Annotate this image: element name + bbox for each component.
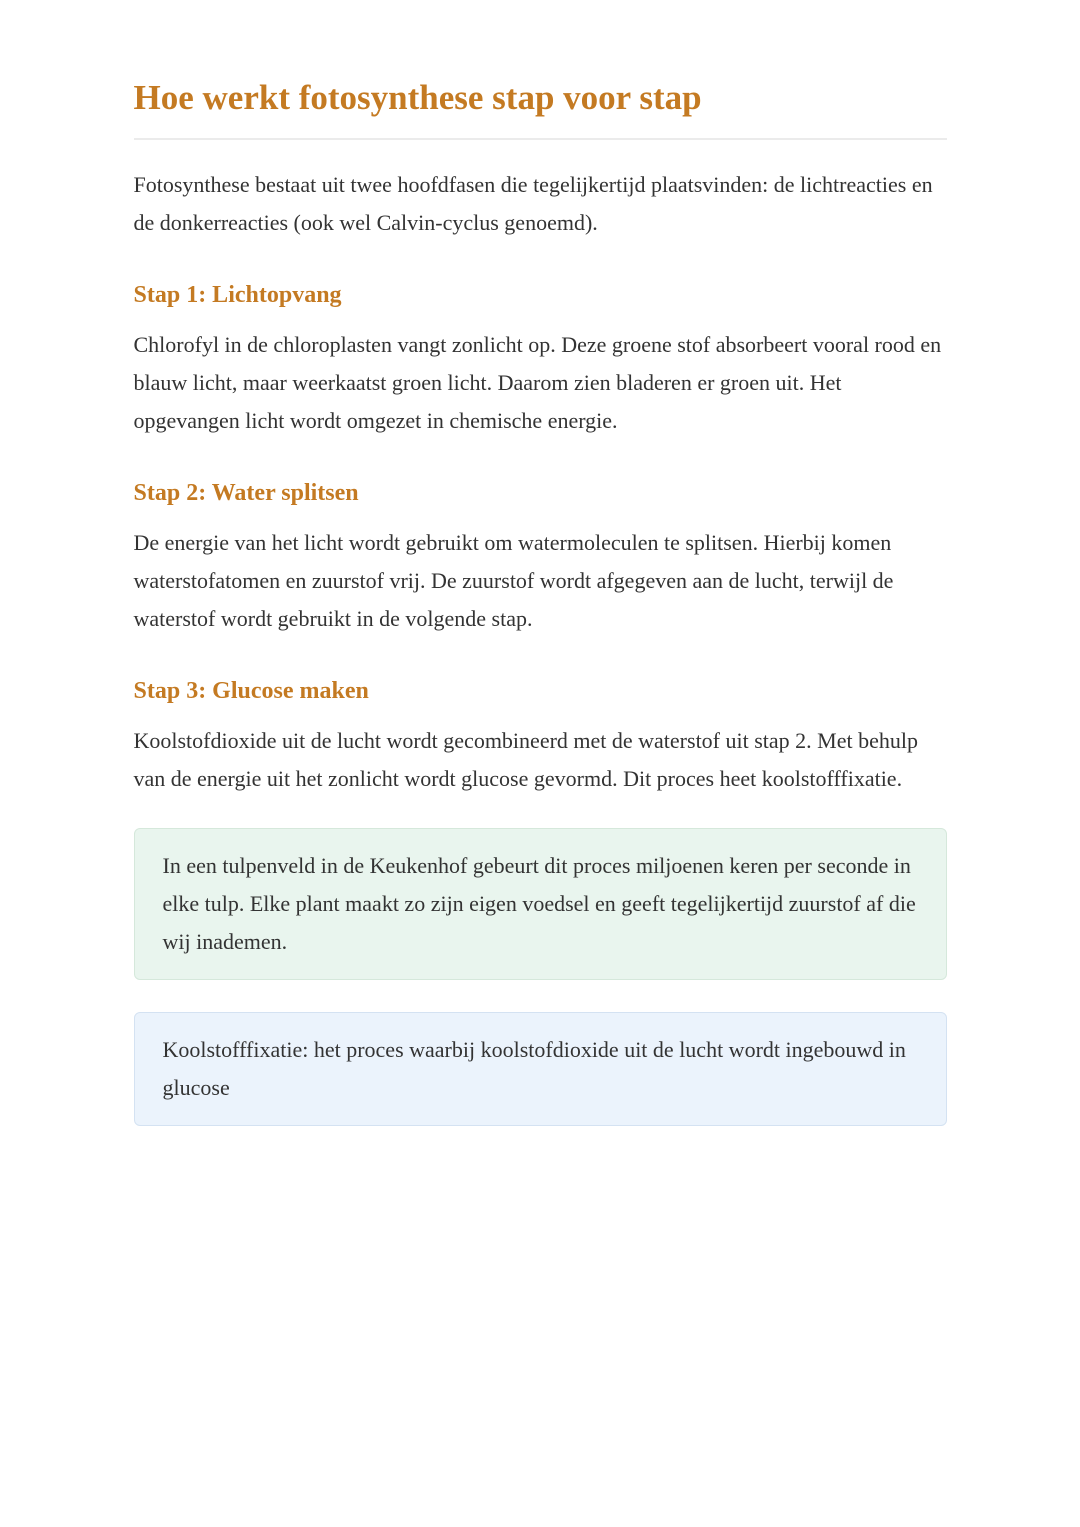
definition-callout-text: Koolstofffixatie: het proces waarbij koolstofdioxide uit de lucht wordt ingebouwd in glucose xyxy=(162,1037,906,1100)
section-paragraph-stap-2: De energie van het licht wordt gebruikt om watermoleculen te splitsen. Hierbij komen waterstofatomen en zuurstof vrij. De zuurstof wordt afgegeven aan de lucht, terwijl de waterstof wordt gebruikt in de volgende stap. xyxy=(133,530,894,631)
section-heading-stap-1: Stap 1: Lichtopvang xyxy=(133,282,342,308)
section-heading-stap-2: Stap 2: Water splitsen xyxy=(133,480,359,506)
section-paragraph-stap-3: Koolstofdioxide uit de lucht wordt gecombineerd met de waterstof uit stap 2. Met behulp van de energie uit het zonlicht wordt glucose gevormd. Dit proces heet koolstofffixatie. xyxy=(133,728,918,791)
example-callout xyxy=(134,828,947,980)
intro-paragraph: Fotosynthese bestaat uit twee hoofdfasen die tegelijkertijd plaatsvinden: de lichtreacties en de donkerreacties (ook wel Calvin-cyclus genoemd). xyxy=(133,172,933,235)
section-heading-stap-3: Stap 3: Glucose maken xyxy=(133,678,369,704)
article xyxy=(134,0,947,1126)
section-stap-2 xyxy=(134,478,947,638)
example-callout-text: In een tulpenveld in de Keukenhof gebeurt dit proces miljoenen keren per seconde in elke tulp. Elke plant maakt zo zijn eigen voedsel en geeft tegelijkertijd zuurstof af die wij inademen. xyxy=(162,853,916,954)
page-title: Hoe werkt fotosynthese stap voor stap xyxy=(134,76,947,140)
section-stap-3 xyxy=(134,676,947,798)
section-paragraph-stap-1: Chlorofyl in de chloroplasten vangt zonlicht op. Deze groene stof absorbeert vooral rood en blauw licht, maar weerkaatst groen licht. Daarom zien bladeren er groen uit. Het opgevangen licht wordt omgezet in chemische energie. xyxy=(133,332,942,433)
definition-callout xyxy=(134,1012,947,1126)
section-stap-1 xyxy=(134,280,947,440)
